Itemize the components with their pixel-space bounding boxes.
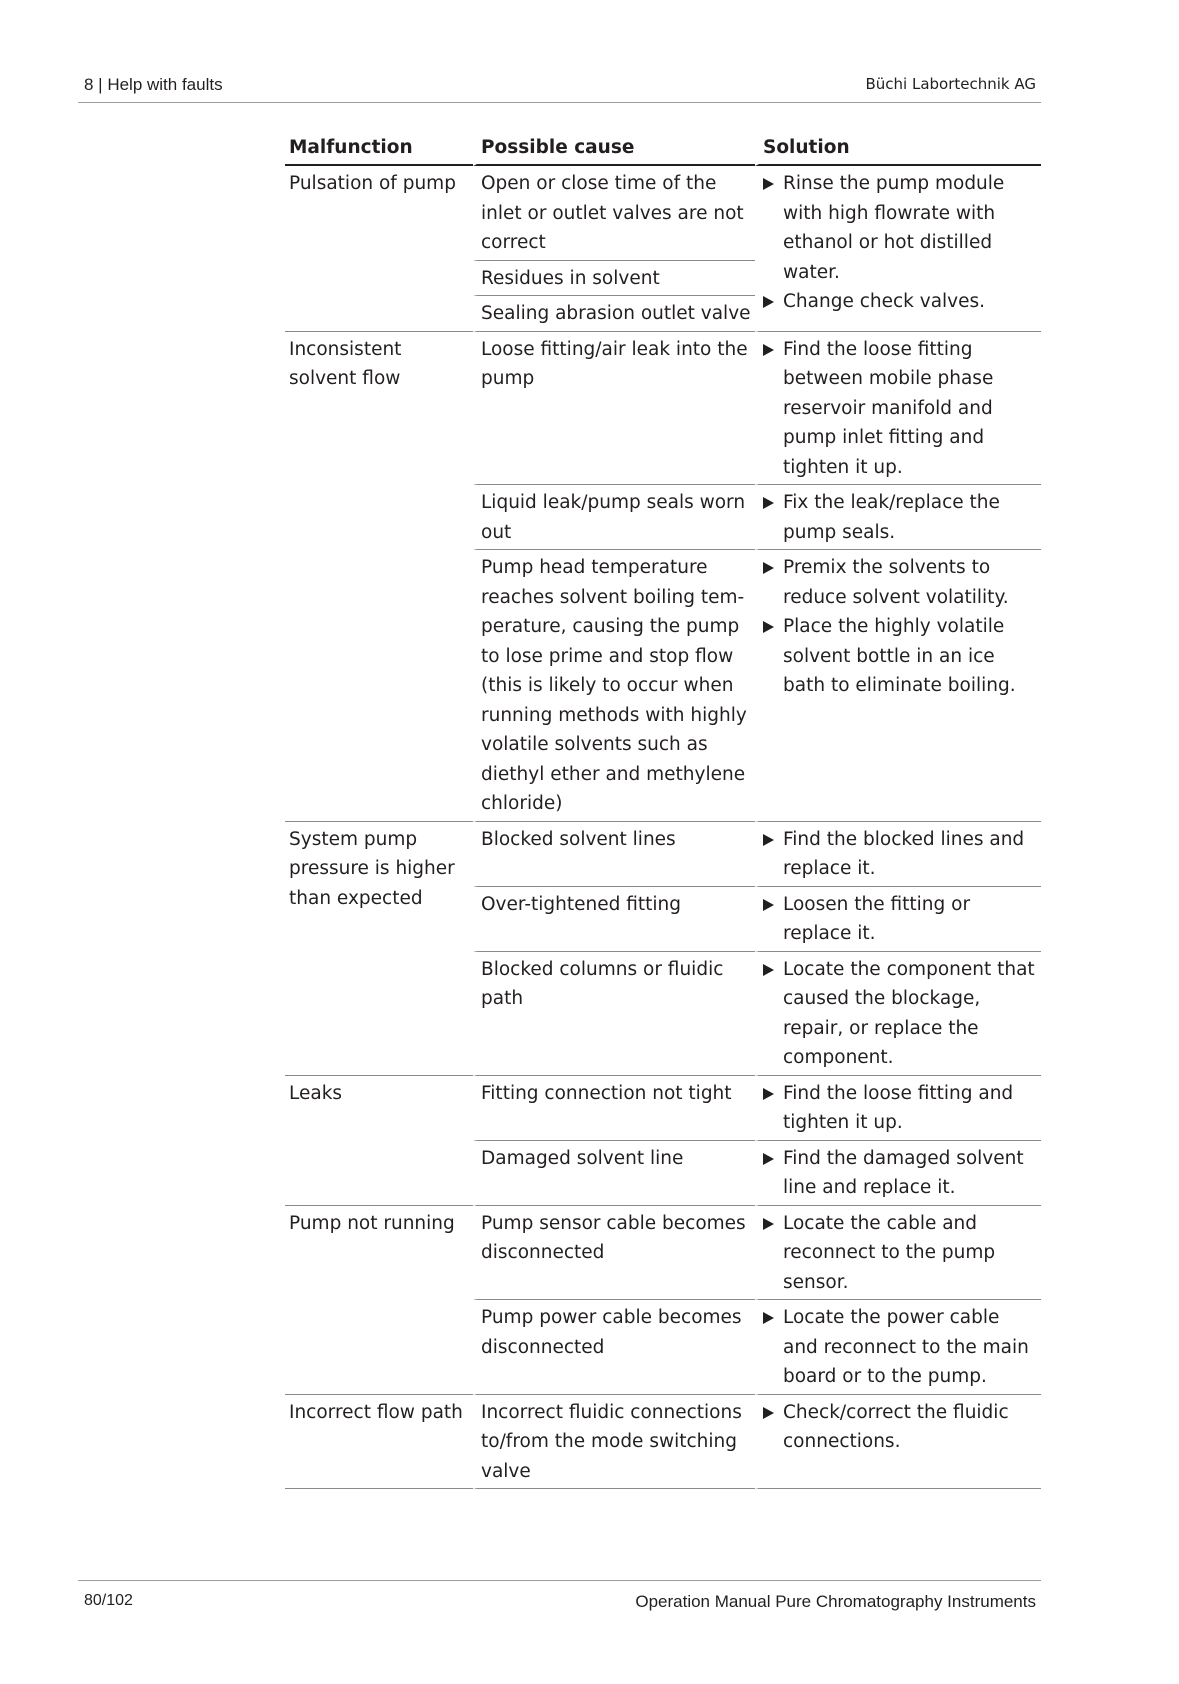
cause-cell: Pump sensor cable becomes disconnected	[473, 1206, 755, 1301]
solution-cell	[755, 1300, 1041, 1395]
cause-cell: Over-tightened fitting	[473, 887, 755, 952]
solution-text: Find the loose fitting and tighten it up.	[783, 1082, 1014, 1133]
arrow-bullet-icon	[763, 834, 774, 846]
cause-cell: Blocked columns or fluidic path	[473, 952, 755, 1076]
solution-cell	[755, 332, 1041, 486]
solution-cell	[755, 952, 1041, 1076]
solution-text: Locate the power cable and reconnect to the main board or to the pump.	[783, 1307, 1029, 1387]
arrow-bullet-icon	[763, 344, 774, 356]
list-item	[763, 1303, 1037, 1392]
arrow-bullet-icon	[763, 964, 774, 976]
solution-text: Rinse the pump module with high flowrate with ethanol or hot distilled water.	[783, 173, 1005, 283]
section-title: 8 | Help with faults	[84, 75, 223, 94]
arrow-bullet-icon	[763, 497, 774, 509]
solution-cell	[755, 1395, 1041, 1490]
solution-text: Locate the cable and reconnect to the pump sensor.	[783, 1212, 996, 1293]
list-item	[763, 287, 1037, 317]
solution-cell	[755, 887, 1041, 952]
page-header	[78, 72, 1041, 103]
list-item	[763, 553, 1037, 612]
arrow-bullet-icon	[763, 1312, 774, 1324]
malfunction-cell: Inconsistent solvent flow	[285, 332, 473, 822]
list-item	[763, 890, 1037, 949]
arrow-bullet-icon	[763, 1407, 774, 1419]
arrow-bullet-icon	[763, 1153, 774, 1165]
solution-text: Find the blocked lines and replace it.	[783, 828, 1025, 879]
list-item	[763, 1209, 1037, 1298]
arrow-bullet-icon	[763, 1088, 774, 1100]
list-item	[763, 1144, 1037, 1203]
cause-cell: Pump power cable becomes disconnected	[473, 1300, 755, 1395]
company-name: Büchi Labortechnik AG	[865, 75, 1036, 93]
arrow-bullet-icon	[763, 621, 774, 633]
list-item	[763, 335, 1037, 483]
solution-cell	[755, 1206, 1041, 1301]
solution-text: Place the highly volatile solvent bottle in an ice bath to eliminate boiling.	[783, 616, 1016, 696]
arrow-bullet-icon	[763, 899, 774, 911]
column-header-cause: Possible cause	[473, 130, 755, 166]
faults-table	[285, 130, 1041, 1489]
solution-cell	[755, 1141, 1041, 1206]
cause-cell: Fitting connection not tight	[473, 1076, 755, 1141]
table-row	[285, 1206, 1041, 1301]
cause-cell: Blocked solvent lines	[473, 822, 755, 887]
cause-cell: Incorrect fluidic connections to/from the mode switching valve	[473, 1395, 755, 1490]
solution-text: Locate the component that caused the blockage, repair, or replace the component.	[783, 958, 1035, 1068]
cause-cell: Pump head temperature reaches solvent boiling temperature, causing the pump to lose prime and stop flow (this is likely to occur when running methods with highly volatile solvents such as diethyl ether and methylene chloride)	[473, 550, 755, 822]
solution-text: Change check valves.	[783, 291, 986, 312]
list-item	[763, 1079, 1037, 1138]
column-header-malfunction: Malfunction	[285, 130, 473, 166]
table-row	[285, 1395, 1041, 1490]
cause-cell: Residues in solvent	[473, 261, 755, 297]
page-number: 80/102	[84, 1592, 133, 1609]
solution-text: Fix the leak/replace the pump seals.	[783, 492, 1000, 543]
arrow-bullet-icon	[763, 562, 774, 574]
list-item	[763, 955, 1037, 1073]
page-footer	[78, 1580, 1041, 1611]
solution-text: Find the loose fitting between mobile phase reservoir manifold and pump inlet fitting and tighten it up.	[783, 338, 994, 478]
malfunction-cell: Incorrect flow path	[285, 1395, 473, 1490]
list-item	[763, 1398, 1037, 1457]
malfunction-cell: Leaks	[285, 1076, 473, 1206]
solution-text: Premix the solvents to reduce solvent volatility.	[783, 557, 1009, 608]
table-row	[285, 822, 1041, 887]
table-header-row	[285, 130, 1041, 166]
arrow-bullet-icon	[763, 296, 774, 308]
column-header-solution: Solution	[755, 130, 1041, 166]
solution-cell	[755, 485, 1041, 550]
list-item	[763, 612, 1037, 701]
list-item	[763, 825, 1037, 884]
manual-title: Operation Manual Pure Chromatography Instruments	[635, 1592, 1036, 1611]
cause-cell: Loose fitting/air leak into the pump	[473, 332, 755, 486]
list-item	[763, 169, 1037, 287]
solution-cell	[755, 550, 1041, 822]
arrow-bullet-icon	[763, 1218, 774, 1230]
cause-cell: Liquid leak/pump seals worn out	[473, 485, 755, 550]
table-row	[285, 1076, 1041, 1141]
arrow-bullet-icon	[763, 178, 774, 190]
list-item	[763, 488, 1037, 547]
cause-cell: Damaged solvent line	[473, 1141, 755, 1206]
solution-text: Check/correct the fluidic connections.	[783, 1401, 1009, 1452]
cause-cell: Sealing abrasion outlet valve	[473, 296, 755, 332]
solution-cell	[755, 1076, 1041, 1141]
table-row	[285, 332, 1041, 486]
cause-cell: Open or close time of the inlet or outlet valves are not correct	[473, 166, 755, 261]
solution-text: Loosen the fitting or replace it.	[783, 893, 971, 944]
solution-cell	[755, 822, 1041, 887]
malfunction-cell: System pump pressure is higher than expected	[285, 822, 473, 1076]
malfunction-cell: Pump not running	[285, 1206, 473, 1395]
solution-cell	[755, 166, 1041, 332]
solution-text: Find the damaged solvent line and replace it.	[783, 1147, 1024, 1198]
malfunction-cell: Pulsation of pump	[285, 166, 473, 332]
table-row	[285, 166, 1041, 261]
